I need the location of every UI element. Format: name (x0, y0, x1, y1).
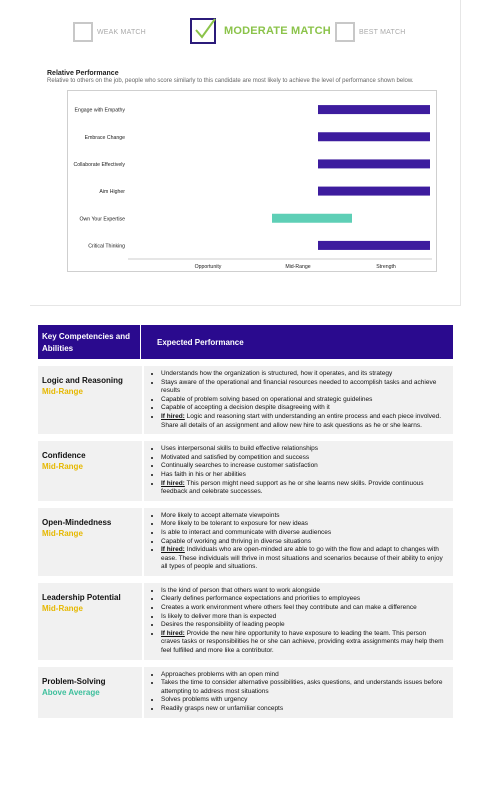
category-label: Critical Thinking (88, 243, 125, 250)
if-hired-text: This person might need support as he or she learns new skills. Provide continuous feedback and celebrate successes. (161, 479, 424, 496)
header-competencies: Key Competencies and Abilities (38, 325, 141, 359)
if-hired-note (161, 413, 447, 430)
performance-bullet: • Capable of problem solving based on operational and strategic guidelines (161, 396, 447, 405)
weak-match-checkbox (73, 22, 93, 42)
performance-bullet: • Continually searches to increase customer satisfaction (161, 462, 447, 471)
performance-bullet: • More likely to accept alternate viewpoints (161, 512, 447, 521)
performance-bullet: • Capable of working and thriving in diverse situations (161, 538, 447, 547)
performance-bullet-list (152, 512, 447, 572)
performance-bullet-list (152, 445, 447, 497)
competencies-table (38, 325, 453, 718)
if-hired-label: If hired: (161, 412, 185, 420)
table-header (38, 325, 453, 359)
relative-performance-description: Relative to others on the job, people who score similarly to this candidate are most likely to achieve the level of performance shown below. (47, 78, 414, 84)
competency-name: Open-Mindedness (42, 517, 112, 527)
match-summary-card (30, 0, 461, 306)
competency-cell (38, 667, 142, 718)
expected-performance-cell (144, 667, 453, 718)
competency-level: Mid-Range (42, 462, 83, 472)
performance-bullet-list (152, 587, 447, 656)
moderate-match-option (190, 18, 331, 44)
performance-bar (318, 159, 430, 168)
performance-bar (318, 132, 430, 141)
performance-bar (272, 214, 352, 223)
weak-match-label: WEAK MATCH (97, 28, 146, 36)
performance-bullet-list (152, 671, 447, 714)
competency-row (38, 508, 453, 576)
if-hired-label: If hired: (161, 629, 185, 637)
performance-bullet: • Is likely to deliver more than is expected (161, 613, 447, 622)
competency-level: Mid-Range (42, 603, 83, 613)
best-match-label: BEST MATCH (359, 28, 406, 36)
performance-bullet: • Creates a work environment where others feel they contribute and can make a difference (161, 604, 447, 613)
if-hired-text: Logic and reasoning start with understanding an entire process and each piece involved. Share all details of an assignment and allow new hire to ask questions as he or she learns. (161, 412, 442, 429)
competency-row (38, 441, 453, 501)
competency-name: Confidence (42, 451, 86, 461)
performance-bullet: • Stays aware of the operational and financial resources needed to accomplish tasks and achieve results (161, 379, 447, 396)
weak-match-option (73, 22, 146, 42)
performance-bullet: • Solves problems with urgency (161, 696, 447, 705)
checkmark-icon (190, 14, 220, 44)
match-level-row (30, 16, 460, 50)
competency-row (38, 667, 453, 718)
best-match-option (335, 22, 405, 42)
performance-bullet: • Understands how the organization is structured, how it operates, and its strategy (161, 370, 447, 379)
performance-bullet: • Approaches problems with an open mind (161, 671, 447, 680)
best-match-checkbox (335, 22, 355, 42)
competency-name: Logic and Reasoning (42, 376, 123, 385)
competency-cell (38, 441, 142, 501)
relative-performance-chart (67, 90, 437, 272)
competency-name: Problem-Solving (42, 676, 106, 686)
performance-bullet: • Is the kind of person that others want to work alongside (161, 587, 447, 596)
category-label: Own Your Expertise (79, 216, 125, 223)
competency-level: Mid-Range (42, 528, 83, 538)
moderate-match-checkbox (190, 18, 216, 44)
if-hired-label: If hired: (161, 479, 185, 487)
performance-bullet: • Clearly defines performance expectations and priorities to employees (161, 595, 447, 604)
expected-performance-cell (144, 508, 453, 576)
performance-bullet: • Motivated and satisfied by competition and success (161, 454, 447, 463)
expected-performance-cell (144, 441, 453, 501)
if-hired-text: Individuals who are open-minded are able to go with the flow and adapt to changes with ease. These individuals will thrive in most situations and scenarios because of their ability to enjoy all types of people and situations. (161, 546, 443, 571)
performance-bar-chart (68, 91, 436, 271)
performance-bullet: • Uses interpersonal skills to build effective relationships (161, 445, 447, 454)
competency-level: Mid-Range (42, 387, 83, 396)
competency-row (38, 366, 453, 434)
category-label: Aim Higher (99, 189, 125, 196)
header-expected-performance: Expected Performance (157, 338, 244, 347)
table-body (38, 366, 453, 718)
if-hired-label: If hired: (161, 546, 185, 554)
performance-bar (318, 187, 430, 196)
competency-cell (38, 366, 142, 434)
competency-name: Leadership Potential (42, 592, 121, 602)
if-hired-note (161, 546, 447, 572)
if-hired-text: Provide the new hire opportunity to have exposure to leading the team. This person craves tasks or responsibilities he or she can achieve, providing extra assignments may help them feel fulfilled and more like a contributor. (161, 629, 444, 655)
performance-bar (318, 241, 430, 250)
expected-performance-cell (144, 366, 453, 434)
if-hired-note (161, 480, 447, 497)
category-label: Embrace Change (84, 134, 125, 141)
competency-cell (38, 508, 142, 576)
x-tick-label: Strength (376, 264, 396, 270)
category-label: Engage with Empathy (74, 107, 125, 114)
category-label: Collaborate Effectively (73, 161, 125, 168)
x-tick-label: Mid-Range (285, 264, 311, 270)
competency-row (38, 583, 453, 660)
competency-cell (38, 583, 142, 660)
expected-performance-cell (144, 583, 453, 660)
performance-bullet: • Capable of accepting a decision despite disagreeing with it (161, 404, 447, 413)
if-hired-note (161, 630, 447, 656)
performance-bullet: • Is able to interact and communicate with diverse audiences (161, 529, 447, 538)
competency-level: Above Average (42, 687, 100, 697)
performance-bullet: • More likely to be tolerant to exposure for new ideas (161, 520, 447, 529)
x-tick-label: Opportunity (194, 264, 222, 270)
relative-performance-title: Relative Performance (47, 70, 119, 77)
performance-bar (318, 105, 430, 114)
performance-bullet: • Desires the responsibility of leading people (161, 621, 447, 630)
performance-bullet-list (152, 370, 447, 430)
performance-bullet: • Readily grasps new or unfamiliar concepts (161, 705, 447, 714)
performance-bullet: • Has faith in his or her abilities (161, 471, 447, 480)
performance-bullet: • Takes the time to consider alternative possibilities, asks questions, and understands issues before attempting to address most situations (161, 679, 447, 696)
moderate-match-label: MODERATE MATCH (224, 25, 331, 37)
